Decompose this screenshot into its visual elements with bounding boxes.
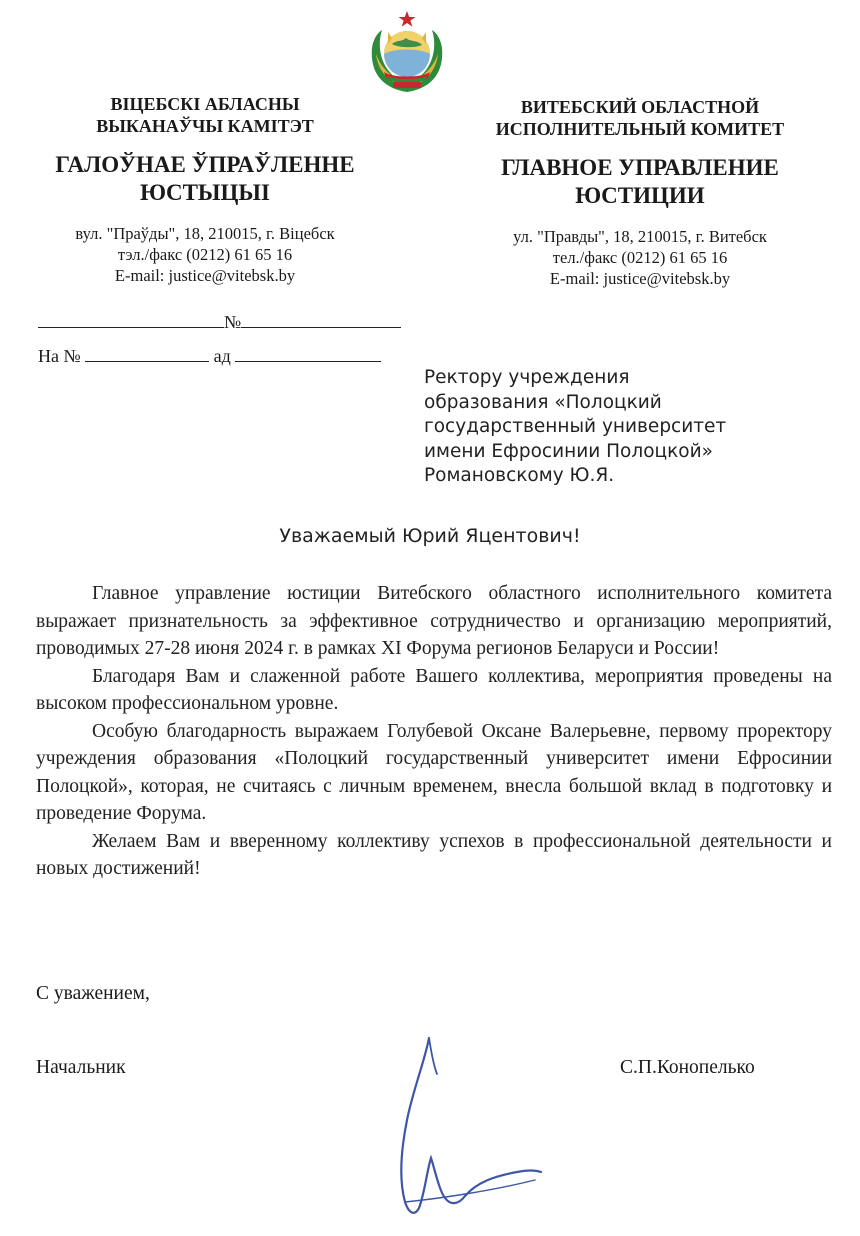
number-sign: № bbox=[224, 312, 242, 332]
number-blank bbox=[241, 311, 401, 328]
signatory-name: С.П.Конопелько bbox=[620, 1057, 755, 1078]
department-line: ГАЛОЎНАЕ ЎПРАЎЛЕННЕ bbox=[55, 152, 355, 177]
header-russian bbox=[465, 96, 815, 289]
recipient-line: образования «Полоцкий bbox=[424, 391, 662, 413]
email-address: E-mail: justice@vitebsk.by bbox=[114, 266, 296, 285]
recipient-block bbox=[424, 366, 726, 489]
department-line: ГЛАВНОЕ УПРАВЛЕНИЕ bbox=[501, 155, 779, 180]
contact-block bbox=[465, 226, 815, 289]
department-line: ЮСТИЦИИ bbox=[575, 183, 705, 208]
phone-fax: тэл./факс (0212) 61 65 16 bbox=[117, 245, 293, 264]
outgoing-number-line bbox=[38, 311, 401, 333]
letter-body bbox=[36, 580, 832, 883]
organization-name bbox=[465, 96, 815, 140]
email-address: E-mail: justice@vitebsk.by bbox=[549, 269, 731, 288]
organization-line: ИСПОЛНИТЕЛЬНЫЙ КОМИТЕТ bbox=[495, 119, 785, 139]
recipient-line: государственный университет bbox=[424, 416, 727, 437]
body-paragraph: Главное управление юстиции Витебского областного исполнительного комитета выражает признательность за эффективное сотрудничество и организацию мероприятий, проводимых 27-28 июня 2024 г. в рамках XI Форума регионов Беларуси и России! bbox=[36, 583, 832, 659]
organization-line: ВИТЕБСКИЙ ОБЛАСТНОЙ bbox=[520, 97, 760, 117]
salutation: Уважаемый Юрий Яцентович! bbox=[279, 525, 581, 547]
signatory-position: Начальник bbox=[36, 1057, 126, 1078]
body-paragraph: Благодаря Вам и слаженной работе Вашего коллектива, мероприятия проведены на высоком профессиональном уровне. bbox=[36, 665, 832, 714]
reference-prefix: На № bbox=[38, 346, 81, 366]
organization-line: ВІЦЕБСКІ АБЛАСНЫ bbox=[110, 94, 300, 114]
header-belarusian bbox=[30, 93, 380, 286]
organization-line: ВЫКАНАЎЧЫ КАМІТЭТ bbox=[96, 116, 314, 136]
belarus-coat-of-arms-icon bbox=[362, 8, 452, 98]
body-paragraph: Особую благодарность выражаем Голубевой Оксане Валерьевне, первому проректору учреждения образования «Полоцкий государственный университет имени Ефросинии Полоцкой», которая, не считаясь с личным временем, внесла большой вклад в подготовку и проведение Форума. bbox=[36, 720, 832, 824]
department-line: ЮСТЫЦЫІ bbox=[140, 180, 270, 205]
contact-block bbox=[30, 223, 380, 286]
handwritten-signature bbox=[385, 1030, 545, 1220]
phone-fax: тел./факс (0212) 61 65 16 bbox=[552, 248, 728, 267]
body-paragraph: Желаем Вам и вверенному коллективу успехов в профессиональной деятельности и новых достижений! bbox=[36, 830, 832, 879]
reference-date-blank bbox=[235, 345, 381, 362]
date-blank bbox=[38, 311, 224, 328]
closing-phrase: С уважением, bbox=[36, 983, 150, 1004]
postal-address: ул. "Правды", 18, 210015, г. Витебск bbox=[513, 227, 767, 246]
reference-number-line bbox=[38, 345, 381, 367]
recipient-line: имени Ефросинии Полоцкой» bbox=[424, 440, 713, 462]
organization-name bbox=[30, 93, 380, 137]
department-name bbox=[465, 154, 815, 210]
postal-address: вул. "Праўды", 18, 210015, г. Віцебск bbox=[75, 224, 335, 243]
reference-number-blank bbox=[85, 345, 209, 362]
recipient-line: Ректору учреждения bbox=[424, 367, 630, 388]
department-name bbox=[30, 151, 380, 207]
reference-from: ад bbox=[213, 346, 231, 366]
recipient-line: Романовскому Ю.Я. bbox=[424, 465, 615, 486]
